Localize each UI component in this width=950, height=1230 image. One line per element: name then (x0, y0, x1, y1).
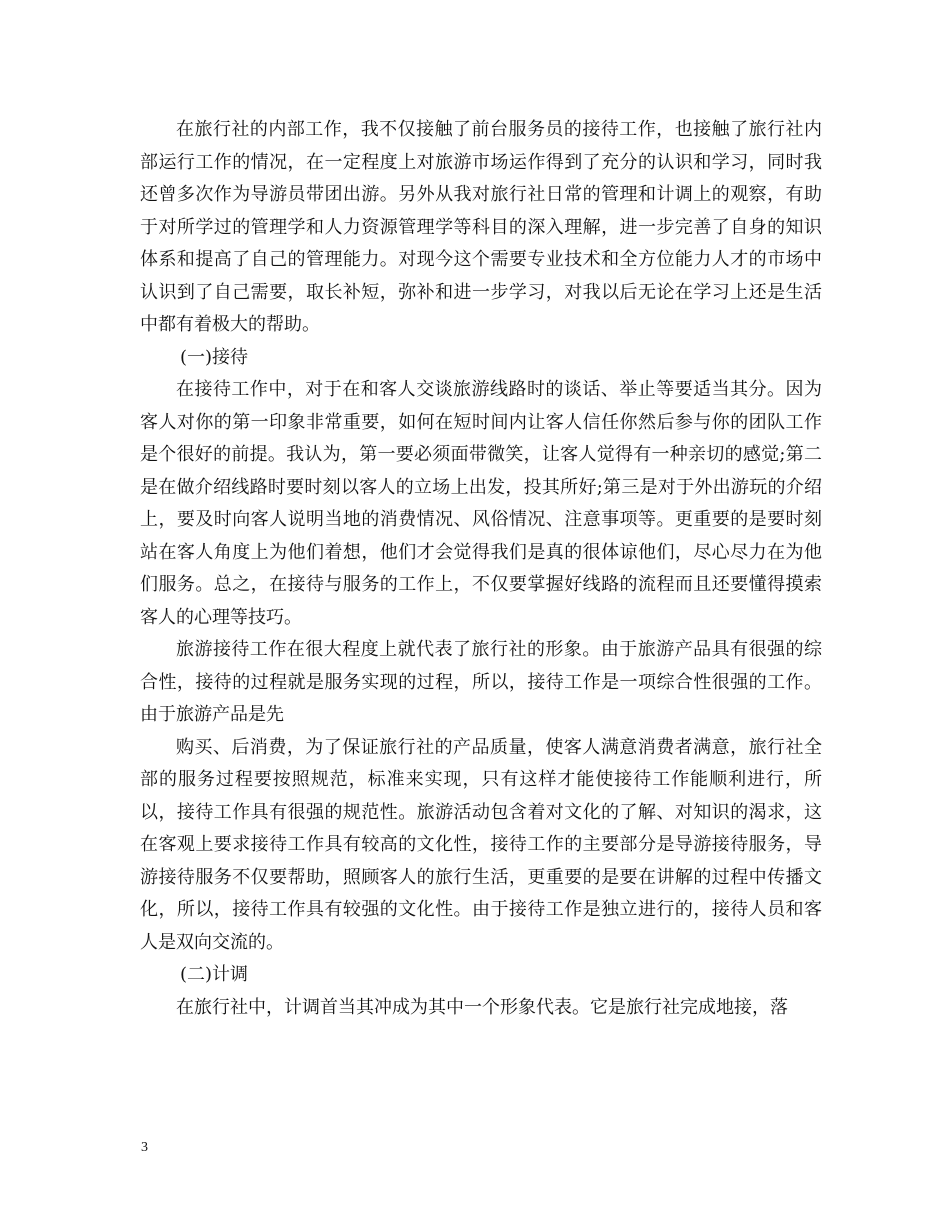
page-number: 3 (141, 1140, 148, 1155)
paragraph-planning: 在旅行社中，计调首当其冲成为其中一个形象代表。它是旅行社完成地接，落 (176, 996, 788, 1018)
document-body (140, 114, 822, 1024)
section-heading-planning: (二)计调 (180, 964, 249, 985)
paragraph-reception-image: 旅游接待工作在很大程度上就代表了旅行社的形象。由于旅游产品具有很强的综合性，接待的过程就是服务实现的过程，所以，接待工作是一项综合性很强的工作。由于旅游产品是先 (140, 639, 822, 725)
paragraph-purchase-consumption: 购买、后消费，为了保证旅行社的产品质量，使客人满意消费者满意，旅行社全部的服务过程要按照规范，标准来实现，只有这样才能使接待工作能顺利进行，所以，接待工作具有很强的规范性。旅游活动包含着对文化的了解、对知识的渴求，这在客观上要求接待工作具有较高的文化性，接待工作的主要部分是导游接待服务，导游接待服务不仅要帮助，照顾客人的旅行生活，更重要的是要在讲解的过程中传播文化，所以，接待工作具有较强的文化性。由于接待工作是独立进行的，接待人员和客人是双向交流的。 (140, 736, 822, 953)
paragraph-internal-work: 在旅行社的内部工作，我不仅接触了前台服务员的接待工作，也接触了旅行社内部运行工作的情况，在一定程度上对旅游市场运作得到了充分的认识和学习，同时我还曾多次作为导游员带团出游。另外从我对旅行社日常的管理和计调上的观察，有助于对所学过的管理学和人力资源管理学等科目的深入理解，进一步完善了自身的知识体系和提高了自己的管理能力。对现今这个需要专业技术和全方位能力人才的市场中认识到了自己需要，取长补短，弥补和进一步学习，对我以后无论在学习上还是生活中都有着极大的帮助。 (140, 119, 822, 335)
section-heading-reception: (一)接待 (180, 346, 249, 368)
paragraph-reception-work: 在接待工作中，对于在和客人交谈旅游线路时的谈话、举止等要适当其分。因为客人对你的第一印象非常重要，如何在短时间内让客人信任你然后参与你的团队工作是个很好的前提。我认为，第一要必须面带微笑，让客人觉得有一种亲切的感觉;第二是在做介绍线路时要时刻以客人的立场上出发，投其所好;第三是对于外出游玩的介绍上，要及时向客人说明当地的消费情况、风俗情况、注意事项等。更重要的是要时刻站在客人角度上为他们着想，他们才会觉得我们是真的很体谅他们，尽心尽力在为他们服务。总之，在接待与服务的工作上，不仅要掌握好线路的流程而且还要懂得摸索客人的心理等技巧。 (140, 379, 822, 628)
